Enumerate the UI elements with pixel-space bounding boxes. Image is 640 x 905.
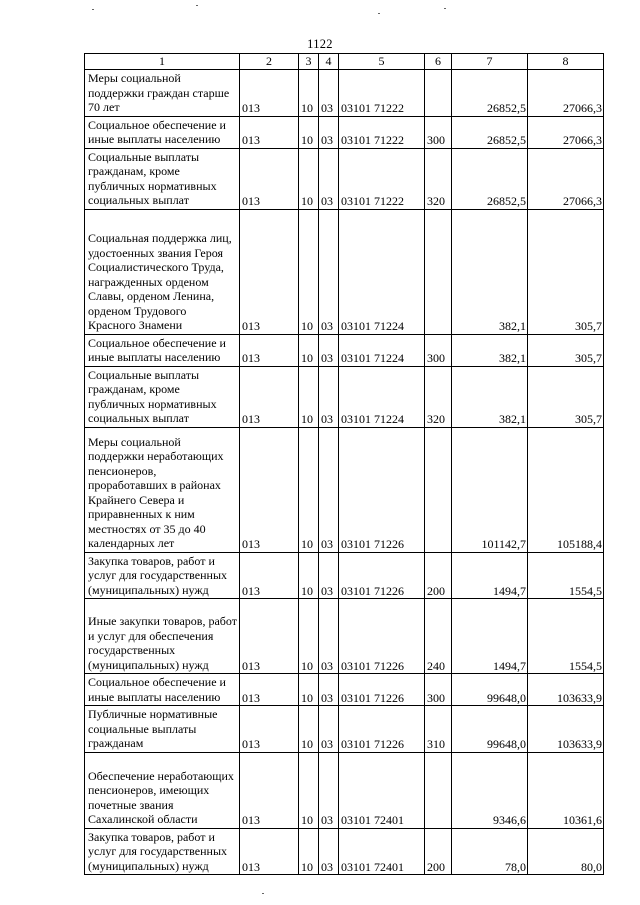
row-col-7-cell: 101142,7 bbox=[452, 427, 528, 552]
row-col-6-cell bbox=[425, 209, 452, 334]
row-col-5-cell: 03101 71226 bbox=[339, 552, 425, 599]
header-col-5: 5 bbox=[339, 54, 425, 70]
header-col-4: 4 bbox=[319, 54, 339, 70]
row-col-3-cell: 10 bbox=[299, 148, 319, 209]
row-col-8-cell: 10361,6 bbox=[528, 752, 604, 828]
row-col-5-cell: 03101 71226 bbox=[339, 427, 425, 552]
row-col-8-cell: 80,0 bbox=[528, 828, 604, 875]
table-row bbox=[85, 366, 604, 427]
row-name-cell: Публичные нормативные социальные выплаты гражданам bbox=[85, 706, 240, 753]
row-col-7-cell: 1494,7 bbox=[452, 599, 528, 674]
row-name-cell: Социальные выплаты гражданам, кроме публичных нормативных социальных выплат bbox=[85, 366, 240, 427]
row-col-4-cell: 03 bbox=[319, 599, 339, 674]
row-col-2-cell: 013 bbox=[240, 427, 299, 552]
row-col-2-cell: 013 bbox=[240, 828, 299, 875]
row-col-3-cell: 10 bbox=[299, 752, 319, 828]
row-col-3-cell: 10 bbox=[299, 828, 319, 875]
row-col-8-cell: 27066,3 bbox=[528, 148, 604, 209]
row-col-4-cell: 03 bbox=[319, 334, 339, 366]
row-col-5-cell: 03101 72401 bbox=[339, 752, 425, 828]
row-col-8-cell: 103633,9 bbox=[528, 706, 604, 753]
row-col-5-cell: 03101 71226 bbox=[339, 674, 425, 706]
row-col-6-cell: 320 bbox=[425, 148, 452, 209]
row-name-cell: Социальное обеспечение и иные выплаты населению bbox=[85, 674, 240, 706]
table-row bbox=[85, 69, 604, 116]
page-number: 1122 bbox=[307, 37, 333, 51]
table-row bbox=[85, 706, 604, 753]
row-name-cell: Закупка товаров, работ и услуг для государственных (муниципальных) нужд bbox=[85, 552, 240, 599]
row-col-8-cell: 27066,3 bbox=[528, 69, 604, 116]
row-col-5-cell: 03101 71222 bbox=[339, 148, 425, 209]
row-col-6-cell bbox=[425, 427, 452, 552]
row-col-6-cell bbox=[425, 69, 452, 116]
row-col-3-cell: 10 bbox=[299, 674, 319, 706]
row-col-2-cell: 013 bbox=[240, 552, 299, 599]
row-col-6-cell: 300 bbox=[425, 334, 452, 366]
row-col-6-cell: 200 bbox=[425, 552, 452, 599]
table-body bbox=[85, 69, 604, 875]
row-col-3-cell: 10 bbox=[299, 366, 319, 427]
row-col-3-cell: 10 bbox=[299, 552, 319, 599]
row-col-4-cell: 03 bbox=[319, 427, 339, 552]
header-col-7: 7 bbox=[452, 54, 528, 70]
row-col-4-cell: 03 bbox=[319, 828, 339, 875]
row-col-2-cell: 013 bbox=[240, 366, 299, 427]
row-col-7-cell: 382,1 bbox=[452, 209, 528, 334]
row-col-8-cell: 1554,5 bbox=[528, 552, 604, 599]
row-name-cell: Социальное обеспечение и иные выплаты населению bbox=[85, 334, 240, 366]
table-row bbox=[85, 674, 604, 706]
row-col-6-cell: 240 bbox=[425, 599, 452, 674]
row-name-cell: Социальные выплаты гражданам, кроме публичных нормативных социальных выплат bbox=[85, 148, 240, 209]
row-col-4-cell: 03 bbox=[319, 366, 339, 427]
header-row bbox=[85, 54, 604, 70]
row-col-2-cell: 013 bbox=[240, 752, 299, 828]
row-col-3-cell: 10 bbox=[299, 706, 319, 753]
row-name-cell: Меры социальной поддержки неработающих пенсионеров, проработавших в районах Крайнего Севера и приравненных к ним местностях от 35 до 40 календарных лет bbox=[85, 427, 240, 552]
header-col-3: 3 bbox=[299, 54, 319, 70]
row-col-8-cell: 27066,3 bbox=[528, 116, 604, 148]
row-col-4-cell: 03 bbox=[319, 752, 339, 828]
table-row bbox=[85, 334, 604, 366]
row-col-4-cell: 03 bbox=[319, 674, 339, 706]
row-col-5-cell: 03101 71226 bbox=[339, 599, 425, 674]
header-col-6: 6 bbox=[425, 54, 452, 70]
row-col-5-cell: 03101 71224 bbox=[339, 366, 425, 427]
row-col-5-cell: 03101 72401 bbox=[339, 828, 425, 875]
row-name-cell: Социальное обеспечение и иные выплаты населению bbox=[85, 116, 240, 148]
row-col-4-cell: 03 bbox=[319, 148, 339, 209]
header-col-2: 2 bbox=[240, 54, 299, 70]
row-col-4-cell: 03 bbox=[319, 552, 339, 599]
row-col-7-cell: 99648,0 bbox=[452, 674, 528, 706]
table-row bbox=[85, 599, 604, 674]
row-col-6-cell: 320 bbox=[425, 366, 452, 427]
row-col-2-cell: 013 bbox=[240, 209, 299, 334]
row-col-2-cell: 013 bbox=[240, 599, 299, 674]
row-col-7-cell: 26852,5 bbox=[452, 148, 528, 209]
table-row bbox=[85, 552, 604, 599]
header-col-1: 1 bbox=[85, 54, 240, 70]
row-name-cell: Обеспечение неработающих пенсионеров, имеющих почетные звания Сахалинской области bbox=[85, 752, 240, 828]
scan-speck bbox=[92, 9, 94, 10]
row-col-6-cell: 300 bbox=[425, 116, 452, 148]
row-col-6-cell bbox=[425, 752, 452, 828]
scan-speck bbox=[196, 5, 198, 6]
row-col-3-cell: 10 bbox=[299, 334, 319, 366]
row-col-7-cell: 9346,6 bbox=[452, 752, 528, 828]
row-col-8-cell: 305,7 bbox=[528, 209, 604, 334]
row-col-3-cell: 10 bbox=[299, 209, 319, 334]
row-col-8-cell: 105188,4 bbox=[528, 427, 604, 552]
row-col-7-cell: 78,0 bbox=[452, 828, 528, 875]
scan-speck bbox=[262, 893, 264, 894]
row-col-6-cell: 310 bbox=[425, 706, 452, 753]
row-col-2-cell: 013 bbox=[240, 706, 299, 753]
row-col-5-cell: 03101 71222 bbox=[339, 69, 425, 116]
row-col-8-cell: 1554,5 bbox=[528, 599, 604, 674]
row-col-7-cell: 26852,5 bbox=[452, 116, 528, 148]
row-col-5-cell: 03101 71226 bbox=[339, 706, 425, 753]
row-col-6-cell: 300 bbox=[425, 674, 452, 706]
row-col-3-cell: 10 bbox=[299, 69, 319, 116]
budget-table bbox=[84, 53, 604, 875]
row-col-8-cell: 305,7 bbox=[528, 366, 604, 427]
row-col-2-cell: 013 bbox=[240, 674, 299, 706]
row-col-5-cell: 03101 71224 bbox=[339, 209, 425, 334]
row-col-4-cell: 03 bbox=[319, 209, 339, 334]
row-col-4-cell: 03 bbox=[319, 116, 339, 148]
row-col-7-cell: 1494,7 bbox=[452, 552, 528, 599]
scan-speck bbox=[444, 8, 446, 9]
row-name-cell: Меры социальной поддержки граждан старше 70 лет bbox=[85, 69, 240, 116]
header-col-8: 8 bbox=[528, 54, 604, 70]
row-col-3-cell: 10 bbox=[299, 427, 319, 552]
row-col-5-cell: 03101 71222 bbox=[339, 116, 425, 148]
row-col-8-cell: 305,7 bbox=[528, 334, 604, 366]
row-col-2-cell: 013 bbox=[240, 116, 299, 148]
row-col-4-cell: 03 bbox=[319, 69, 339, 116]
row-col-5-cell: 03101 71224 bbox=[339, 334, 425, 366]
row-col-3-cell: 10 bbox=[299, 599, 319, 674]
scan-speck bbox=[378, 13, 380, 14]
row-col-2-cell: 013 bbox=[240, 148, 299, 209]
row-col-7-cell: 382,1 bbox=[452, 334, 528, 366]
table-row bbox=[85, 116, 604, 148]
row-col-7-cell: 382,1 bbox=[452, 366, 528, 427]
table-row bbox=[85, 209, 604, 334]
row-col-8-cell: 103633,9 bbox=[528, 674, 604, 706]
table-row bbox=[85, 752, 604, 828]
row-name-cell: Закупка товаров, работ и услуг для государственных (муниципальных) нужд bbox=[85, 828, 240, 875]
row-col-2-cell: 013 bbox=[240, 69, 299, 116]
row-col-2-cell: 013 bbox=[240, 334, 299, 366]
row-name-cell: Социальная поддержка лиц, удостоенных звания Героя Социалистического Труда, награжденных орденом Славы, орденом Ленина, орденом Трудового Красного Знамени bbox=[85, 209, 240, 334]
row-col-6-cell: 200 bbox=[425, 828, 452, 875]
row-col-4-cell: 03 bbox=[319, 706, 339, 753]
row-name-cell: Иные закупки товаров, работ и услуг для обеспечения государственных (муниципальных) нужд bbox=[85, 599, 240, 674]
row-col-7-cell: 99648,0 bbox=[452, 706, 528, 753]
table-row bbox=[85, 427, 604, 552]
row-col-3-cell: 10 bbox=[299, 116, 319, 148]
table-row bbox=[85, 148, 604, 209]
row-col-7-cell: 26852,5 bbox=[452, 69, 528, 116]
table-row bbox=[85, 828, 604, 875]
